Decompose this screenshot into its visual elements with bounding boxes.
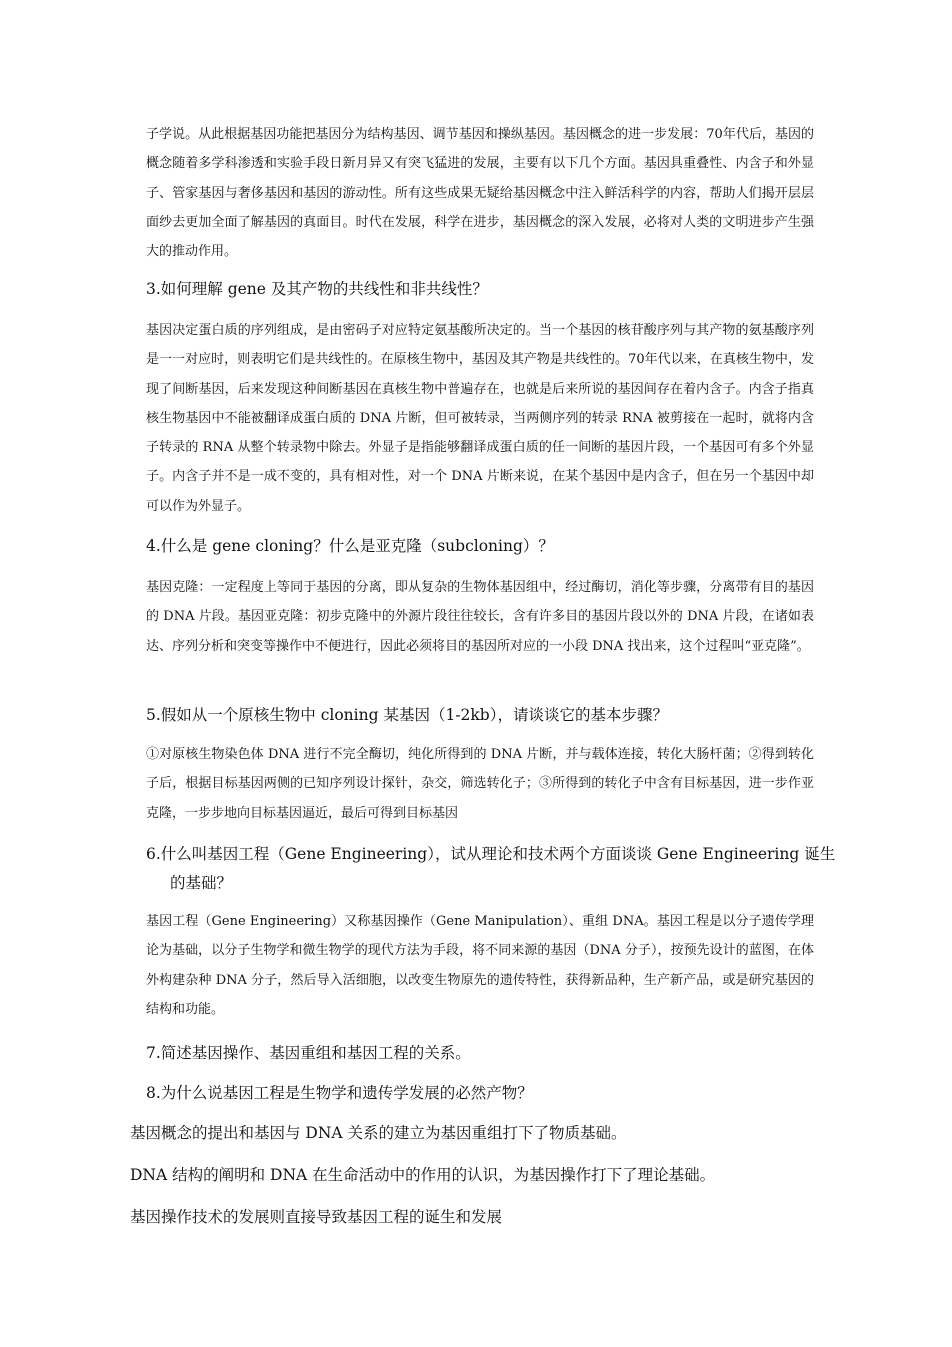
answer-8-line-3: 基因操作技术的发展则直接导致基因工程的诞生和发展: [130, 1208, 503, 1226]
question-3-heading: 3.如何理解 gene 及其产物的共线性和非共线性？: [146, 280, 488, 298]
paragraph-gene-concept: 子学说。从此根据基因功能把基因分为结构基因、调节基因和操纵基因。基因概念的进一步发展：70年代后，基因的概念随着多学科渗透和实验手段日新月异又有突飞猛进的发展，主要有以下几个方面。基因具重叠性、内含子和外显子、管家基因与奢侈基因和基因的游动性。所有这些成果无疑给基因概念中注入鲜活科学的内容，帮助人们揭开层层面纱去更加全面了解基因的真面目。时代在发展，科学在进步，基因概念的深入发展，必将对人类的文明进步产生强大的推动作用。: [146, 127, 814, 260]
answer-5-paragraph: ①对原核生物染色体 DNA 进行不完全酶切，纯化所得到的 DNA 片断，并与载体连接，转化大肠杆菌；②得到转化子后，根据目标基因两侧的已知序列设计探针，杂交，筛选转化子；③所得到的转化子中含有目标基因，进一步作亚克隆，一步步地向目标基因逼近，最后可得到目标基因: [146, 747, 814, 821]
answer-8-line-1: 基因概念的提出和基因与 DNA 关系的建立为基因重组打下了物质基础。: [130, 1124, 627, 1142]
answer-8-line-2: DNA 结构的阐明和 DNA 在生命活动中的作用的认识，为基因操作打下了理论基础。: [130, 1166, 716, 1184]
question-8-heading: 8.为什么说基因工程是生物学和遗传学发展的必然产物？: [146, 1084, 533, 1102]
answer-3-paragraph: 基因决定蛋白质的序列组成，是由密码子对应特定氨基酸所决定的。当一个基因的核苷酸序列与其产物的氨基酸序列是一一对应时，则表明它们是共线性的。在原核生物中，基因及其产物是共线性的。70年代以来，在真核生物中，发现了间断基因，后来发现这种间断基因在真核生物中普遍存在，也就是后来所说的基因间存在着内含子。内含子指真核生物基因中不能被翻译成蛋白质的 DNA 片断，但可被转录，当两侧序列的转录 RNA 被剪接在一起时，就将内含子转录的 RNA 从整个转录物中除去。外显子是指能够翻译成蛋白质的任一间断的基因片段，一个基因可有多个外显子。内含子并不是一成不变的，具有相对性，对一个 DNA 片断来说，在某个基因中是内含子，但在另一个基因中却可以作为外显子。: [146, 323, 814, 514]
answer-6-paragraph: 基因工程（Gene Engineering）又称基因操作（Gene Manipulation）、重组 DNA。基因工程是以分子遗传学理论为基础，以分子生物学和微生物学的现代方法为手段，将不同来源的基因（DNA 分子），按预先设计的蓝图，在体外构建杂种 DNA 分子，然后导入活细胞，以改变生物原先的遗传特性，获得新品种，生产新产品，或是研究基因的结构和功能。: [146, 914, 814, 1017]
question-4-heading: 4.什么是 gene cloning？什么是亚克隆（subcloning）？: [146, 537, 554, 555]
question-6-heading: 6.什么叫基因工程（Gene Engineering），试从理论和技术两个方面谈谈 Gene Engineering 诞生的基础？: [146, 845, 836, 892]
answer-4-paragraph: 基因克隆：一定程度上等同于基因的分离，即从复杂的生物体基因组中，经过酶切，消化等步骤，分离带有目的基因的 DNA 片段。基因亚克隆：初步克隆中的外源片段往往较长，含有许多目的基因片段以外的 DNA 片段，在诸如表达、序列分析和突变等操作中不便进行，因此必须将目的基因所对应的一小段 DNA 找出来，这个过程叫“亚克隆”。: [146, 580, 814, 654]
question-5-heading: 5.假如从一个原核生物中 cloning 某基因（1-2kb），请谈谈它的基本步骤？: [146, 706, 668, 724]
question-7-heading: 7.简述基因操作、基因重组和基因工程的关系。: [146, 1044, 471, 1062]
